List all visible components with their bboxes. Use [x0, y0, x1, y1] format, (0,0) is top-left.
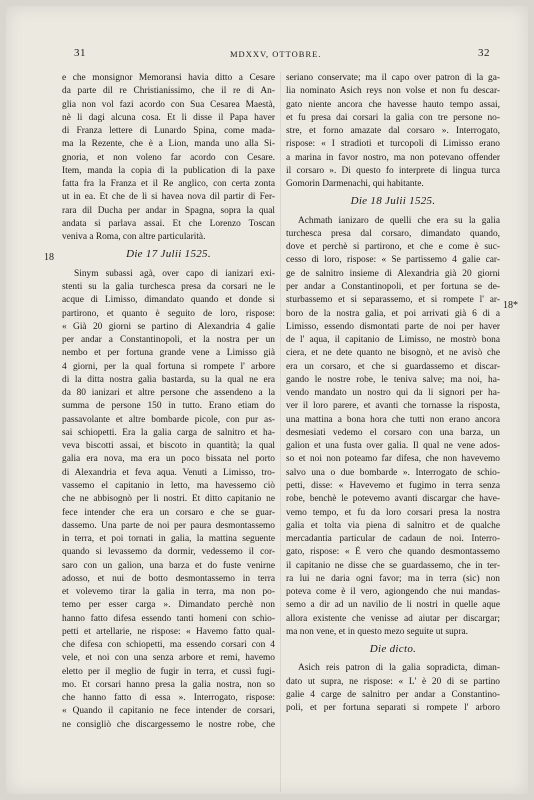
text-line: temo per esser carga ». Dimandato perchè non [62, 600, 275, 611]
text-line: acque di Limisso, dimandato quando et donde si [62, 295, 275, 306]
text-line: galie 4 carge de salnitro per andar a Constantino- [286, 689, 500, 700]
text-line: ge de salnitro insieme di Alexandria già 20 giorni [286, 268, 500, 279]
text-line: lia nominato Asich reys non volse et non fu descar- [286, 86, 500, 97]
text-line: saro con un galion, una barza et do fuste venirne [62, 560, 275, 571]
page-number-right: 32 [478, 47, 490, 59]
text-line: ne consigliò che discargessemo le nostre robe, che [62, 719, 275, 730]
text-line: stenti su la galia turchesca presa da corsari ne le [62, 281, 275, 292]
text-line: rara dil Ducha per andar in Spagna, sopra la qual [62, 205, 275, 216]
text-line: il corsaro ». Di questo fo interprete di lingua turca [286, 165, 500, 176]
text-line: Sinym subassi agà, over capo di ianizari exi- [74, 268, 275, 279]
text-line: rispose: « I stradioti et turcopoli di Limisso erano [286, 139, 500, 150]
text-line: ma la Rezente, che è a Lion, manda uno alla Si- [62, 139, 275, 150]
text-line: sturbassemo et si separassemo, et si rompete l' ar- [286, 295, 500, 306]
text-line: andata si parlava assai. Et che Lorenzo Toscan [62, 218, 275, 229]
text-line: cesso di loro, rispose: « Se partissemo 4 galie car- [286, 255, 500, 266]
text-line: ciera, et ne dete quanto ne bisognò, et ne avisò che [286, 348, 500, 359]
text-line: e che monsignor Memoransi havia ditto a Cesare [62, 73, 275, 83]
text-line: era un corsaro, et che si guardassemo et discar- [286, 361, 500, 372]
text-line: nè li dagi alcuna cosa. Et li disse il Papa haver [62, 112, 275, 123]
text-line: di Franza lettere di Lunardo Spina, come mada- [62, 126, 275, 137]
text-line: poteva come è il vero, agiongendo che nui mandas- [286, 587, 500, 598]
text-line: partirono, et quanto è seguito de loro, rispose: [62, 308, 275, 319]
text-line: summa de persone 150 in tutto. Erano etiam do [62, 401, 275, 412]
text-line: galia et tolta via piena di salnitro et de qualche [286, 520, 500, 531]
text-line: che difesa con schiopetti, ma essendo corsari con 4 [62, 640, 275, 651]
text-line: quando si levassemo da dormir, vedessemo il cor- [62, 547, 275, 558]
margin-column-number-left: 18 [44, 252, 54, 263]
text-line: gando le nostre robe, le teniva salve; ma noi, ha- [286, 374, 500, 385]
text-line: vele, et noi con una senza arbore et remi, havemo [62, 653, 275, 664]
text-line: gnoria, et non voleno far acordo con Cesare. [62, 152, 275, 163]
text-line: per andar a Constantinopoli, et la nostra per un [62, 335, 275, 346]
text-line: adosso, et nui de botto desmontassemo in terra [62, 573, 275, 584]
section-date-heading: Die 17 Julii 1525. [126, 248, 211, 261]
page-number-left: 31 [74, 47, 86, 59]
text-line: mo. Et corsari hanno presa la galia nostra, non so [62, 679, 275, 690]
page-header [0, 47, 534, 63]
running-title: MDXXV, OTTOBRE. [230, 49, 322, 59]
text-line: dove et perchè si partirono, et che e come è suc- [286, 242, 500, 253]
text-line: ma non vene, et in questo mezo seguite ut supra. [286, 626, 468, 637]
text-line: il capitanio ne disse che se guardassemo, che in ter- [286, 560, 500, 571]
text-line: per andar a Constantinopoli, et per fortuna se de- [286, 281, 500, 292]
text-line: poli, et per fortuna separati si rompete l' arboro [286, 703, 500, 714]
text-line: da parte dil re Christianissimo, che il re di An- [62, 86, 275, 97]
text-line: ra lui ne daria ogni favor; ma in terra (sic) non [286, 573, 500, 584]
text-line: seriano conservate; ma il capo over patron di la ga- [286, 73, 500, 83]
text-line: eletto per il meglio de fugir in terra, et cussì fugi- [62, 666, 275, 677]
text-line: Limisso, essendo dismontati parte de noi per haver [286, 321, 500, 332]
text-line: mercadantia particular de cadaun de noi. Interro- [286, 534, 500, 545]
text-line: di la ditta nostra galia bastarda, su la qual ne era [62, 374, 275, 385]
column-divider [280, 72, 281, 792]
text-line: ver il loro parere, et avanti che tornasse la risposta, [286, 401, 500, 412]
text-line: gato niente ancora che havesse hauto tempo assai, [286, 99, 500, 110]
text-line: vemo tempo, et fu da loro corsari presa la nostra [286, 507, 500, 518]
text-line: « Quando il capitanio ne fece intender de corsari, [62, 706, 275, 717]
text-line: petti et artellarie, ne rispose: « Havemo fatto qual- [62, 626, 275, 637]
text-line: et fu presa dai corsari la galia con tre persone no- [286, 112, 500, 123]
text-line: da 80 ianizari et altre persone che assendeno a la [62, 388, 275, 399]
text-line: una mattina a bona hora che tutti non erano ancora [286, 414, 500, 425]
text-line: che hanno fatto di essa ». Interrogato, rispose: [62, 693, 275, 704]
text-line: nembo et per fortuna grande vene a Limisso già [62, 348, 275, 359]
text-line: 4 giorni, per la qual fortuna si rompete l' arbore [62, 361, 275, 372]
margin-column-number-right: 18* [503, 300, 518, 311]
text-line: in terra, et poi tornati in galia, la mattina seguente [62, 534, 275, 545]
text-line: passavolante et altre bombarde picole, con pur as- [62, 414, 275, 425]
text-line: veva biscotti assai, et biscoto in quantità; la qual [62, 441, 275, 452]
section-date-heading: Die dicto. [369, 643, 417, 656]
text-line: so et noi non poteamo far difesa, che non havevemo [286, 454, 500, 465]
text-line: turchesca presa dal corsaro, dimandato quando, [286, 228, 500, 239]
text-line: Item, manda la copia di la publication di la paxe [62, 165, 275, 176]
text-line: sai schiopetti. Era la galia carga de salnitro et ha- [62, 427, 275, 438]
text-line: fece intender che era un corsaro e che se guar- [62, 507, 275, 518]
text-line: Gomorin Darmenachi, qui habitante. [286, 179, 424, 190]
text-line: a marina in favor nostro, ma non potevano offender [286, 152, 500, 163]
text-line: galia era nova, ma era un poco bissata nel porto [62, 454, 275, 465]
text-line: « Già 20 giorni se partino di Alexandria 4 galie [62, 321, 275, 332]
text-line: petti, disse: « Havevemo et fugimo in terra senza [286, 480, 500, 491]
left-text-column [62, 72, 275, 732]
text-line: stre, et forno amazate dal corsaro ». Interrogato, [286, 126, 500, 137]
text-line: robe, benchè le potevemo avanti discargar che have- [286, 494, 500, 505]
text-line: hanno fatto difesa essendo tanti homeni con schio- [62, 613, 275, 624]
section-date-heading: Die 18 Julii 1525. [350, 195, 436, 208]
text-line: salvo una o due bombarde ». Interrogato de schio- [286, 467, 500, 478]
text-line: galion et una fusta over galia. Il qual ne vene ados- [286, 441, 500, 452]
text-line: boro de la nostra galia, et poi arrivati già 6 di a [286, 308, 500, 319]
text-line: dassemo. Una parte de noi per paura desmontassemo [62, 520, 275, 531]
text-line: semo a dir ad un navilio de li nostri in quelle aque [286, 600, 500, 611]
text-line: de l' aqua, il capitanio de Limisso, ne mostrò bona [286, 335, 500, 346]
text-line: ut in ea. Et che de li si havea nova dil partir di Fer- [62, 192, 275, 203]
text-line: vendo mandato un nostro qui da li signori per ha- [286, 388, 500, 399]
text-line: veniva a Roma, con altre particularità. [62, 232, 206, 243]
text-line: che ne abbisognò per li nostri. Et ditto capitanio ne [62, 494, 275, 505]
text-line: Asich reis patron di la galia sopradicta, diman- [298, 663, 500, 674]
right-text-column [286, 72, 500, 715]
text-line: vassemo el capitanio in letto, ma havessemo ciò [62, 480, 275, 491]
text-line: di Alexandria et feva aqua. Venuti a Limisso, tro- [62, 467, 275, 478]
text-line: desmesiati vedemo el corsaro con una barza, un [286, 427, 500, 438]
text-line: fatta fra la Franza et il Re anglico, con certa zonta [62, 179, 275, 190]
text-line: allora existente che venisse ad aiutar per discargar; [286, 613, 500, 624]
text-line: glia non vol fazi acordo con Sua Cesarea Maestà, [62, 99, 275, 110]
text-line: Achmath ianizaro de quelli che era su la galia [298, 215, 500, 226]
text-line: et volevemo tirar la galia in terra, ma non po- [62, 587, 275, 598]
text-line: dato ut supra, ne rispose: « L' è 20 di se partino [286, 676, 500, 687]
text-line: gato, rispose: « È vero che quando desmontassemo [286, 547, 500, 558]
